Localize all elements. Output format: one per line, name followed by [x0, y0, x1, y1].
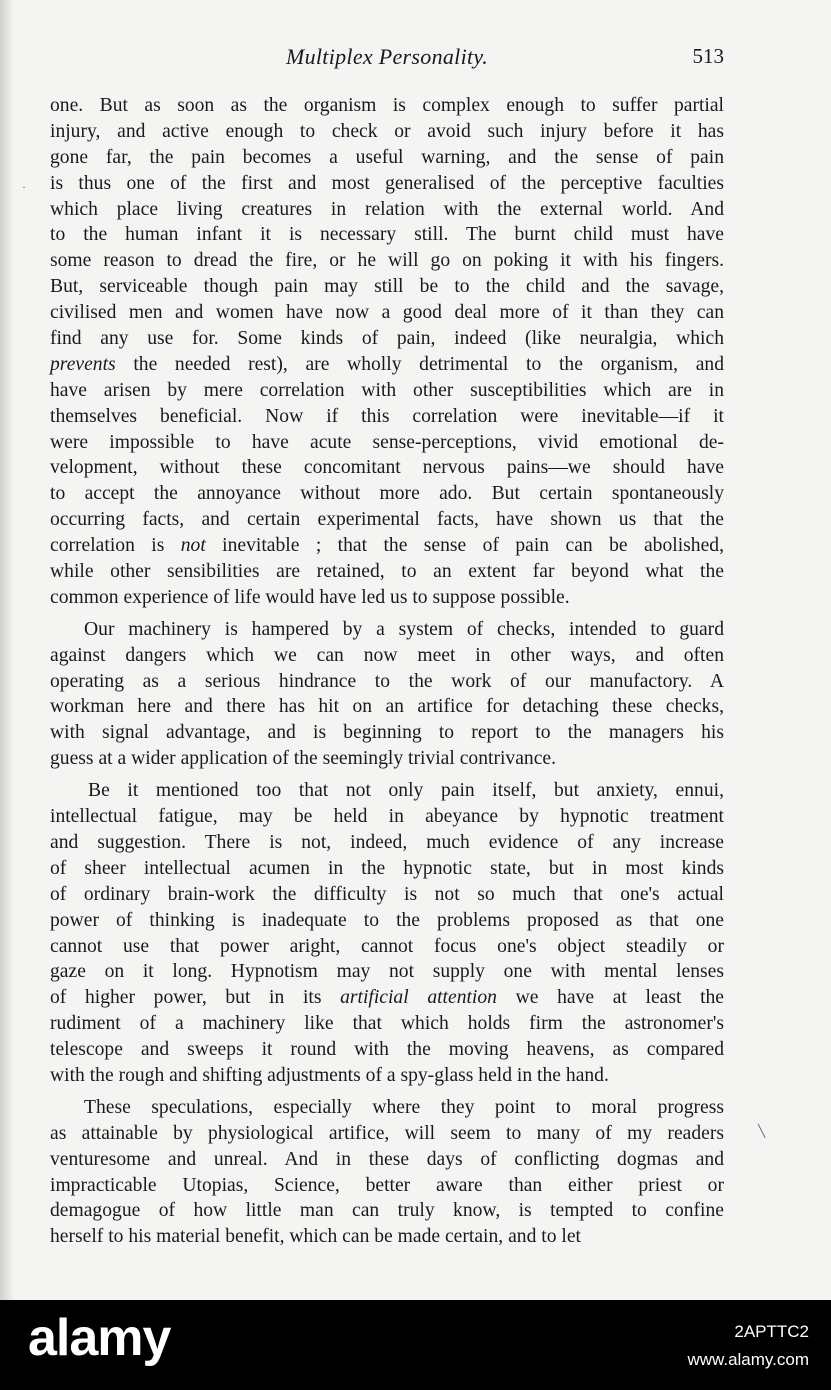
text-line: with signal advantage, and is beginning to report to the managers his	[50, 722, 724, 744]
paragraph-1	[50, 93, 724, 611]
text-line: correlation is not inevitable ; that the sense of pain can be abolished,	[50, 535, 724, 557]
text-line: herself to his material benefit, which can be made certain, and to let	[50, 1226, 581, 1248]
text-line: Be it mentioned too that not only pain itself, but anxiety, ennui,	[88, 780, 724, 802]
running-title: Multiplex Personality.	[285, 44, 489, 69]
text-line: were impossible to have acute sense-perceptions, vivid emotional de-	[50, 431, 724, 453]
text-line: and suggestion. There is not, indeed, much evidence of any increase	[50, 831, 724, 853]
text-line: themselves beneficial. Now if this correlation were inevitable—if it	[50, 405, 724, 427]
brand-logo: alamy	[28, 1309, 171, 1367]
text-line: guess at a wider application of the seemingly trivial contrivance.	[50, 748, 557, 770]
text-line: of higher power, but in its artificial attention we have at least the	[50, 987, 725, 1009]
text-line: to accept the annoyance without more ado. But certain spontaneously	[50, 483, 724, 505]
text-line: telescope and sweeps it round with the moving heavens, as compared	[50, 1039, 724, 1061]
text-line: have arisen by mere correlation with other susceptibilities which are in	[50, 379, 724, 401]
text-line: power of thinking is inadequate to the problems proposed as that one	[50, 909, 724, 931]
text-line: is thus one of the first and most generalised of the perceptive faculties	[50, 172, 724, 194]
paragraph-4	[50, 1095, 724, 1250]
text-line: gone far, the pain becomes a useful warning, and the sense of pain	[50, 146, 724, 168]
text-line: to the human infant it is necessary still. The burnt child must have	[50, 224, 724, 246]
margin-speck: ·	[22, 180, 26, 194]
text-line: one. But as soon as the organism is complex enough to suffer partial	[50, 95, 724, 116]
page-body	[50, 93, 724, 1250]
image-id: 2APTTC2	[734, 1322, 809, 1341]
text-line: which place living creatures in relation with the external world. And	[50, 198, 724, 220]
text-line: while other sensibilities are retained, to an extent far beyond what the	[50, 561, 724, 583]
site-url: www.alamy.com	[687, 1350, 809, 1369]
text-line: venturesome and unreal. And in these days of conflicting dogmas and	[50, 1148, 724, 1170]
text-line: cannot use that power aright, cannot focus one's object steadily or	[50, 935, 724, 957]
text-line: workman here and there has hit on an artifice for detaching these checks,	[50, 696, 724, 718]
paragraph-2	[50, 617, 724, 772]
text-line: find any use for. Some kinds of pain, indeed (like neuralgia, which	[50, 328, 724, 350]
text-line: injury, and active enough to check or avoid such injury before it has	[50, 120, 724, 142]
text-line: some reason to dread the fire, or he will go on poking it with his fingers.	[50, 250, 724, 272]
text-line: prevents the needed rest), are wholly detrimental to the organism, and	[50, 353, 724, 375]
paragraph-3	[50, 778, 724, 1089]
text-line: gaze on it long. Hypnotism may not supply one with mental lenses	[50, 961, 724, 983]
text-line: These speculations, especially where they point to moral progress	[84, 1096, 724, 1118]
margin-speck: ╲	[758, 1124, 766, 1138]
text-line: rudiment of a machinery like that which holds firm the astronomer's	[50, 1013, 724, 1035]
text-line: demagogue of how little man can truly know, is tempted to confine	[50, 1200, 724, 1222]
text-line: Our machinery is hampered by a system of checks, intended to guard	[84, 618, 724, 640]
text-line: civilised men and women have now a good deal more of it than they can	[50, 302, 724, 324]
watermark-banner	[0, 1300, 831, 1390]
text-line: of ordinary brain-work the difficulty is not so much that one's actual	[50, 883, 724, 905]
text-line: operating as a serious hindrance to the work of our manufactory. A	[50, 670, 724, 692]
running-head	[50, 44, 724, 74]
text-line: as attainable by physiological artifice, will seem to many of my readers	[50, 1122, 724, 1144]
text-line: velopment, without these concomitant nervous pains—we should have	[50, 457, 724, 479]
text-line: with the rough and shifting adjustments of a spy-glass held in the hand.	[50, 1064, 609, 1086]
text-line: intellectual fatigue, may be held in abeyance by hypnotic treatment	[50, 806, 724, 828]
page-gutter-shadow	[0, 0, 14, 1300]
page-number: 513	[692, 44, 724, 68]
text-line: But, serviceable though pain may still be to the child and the savage,	[50, 276, 724, 298]
text-line: occurring facts, and certain experimental facts, have shown us that the	[50, 509, 724, 531]
text-line: common experience of life would have led us to suppose possible.	[50, 586, 570, 608]
text-line: impracticable Utopias, Science, better aware than either priest or	[50, 1174, 724, 1196]
text-line: against dangers which we can now meet in other ways, and often	[50, 644, 724, 666]
text-line: of sheer intellectual acumen in the hypnotic state, but in most kinds	[50, 857, 724, 879]
